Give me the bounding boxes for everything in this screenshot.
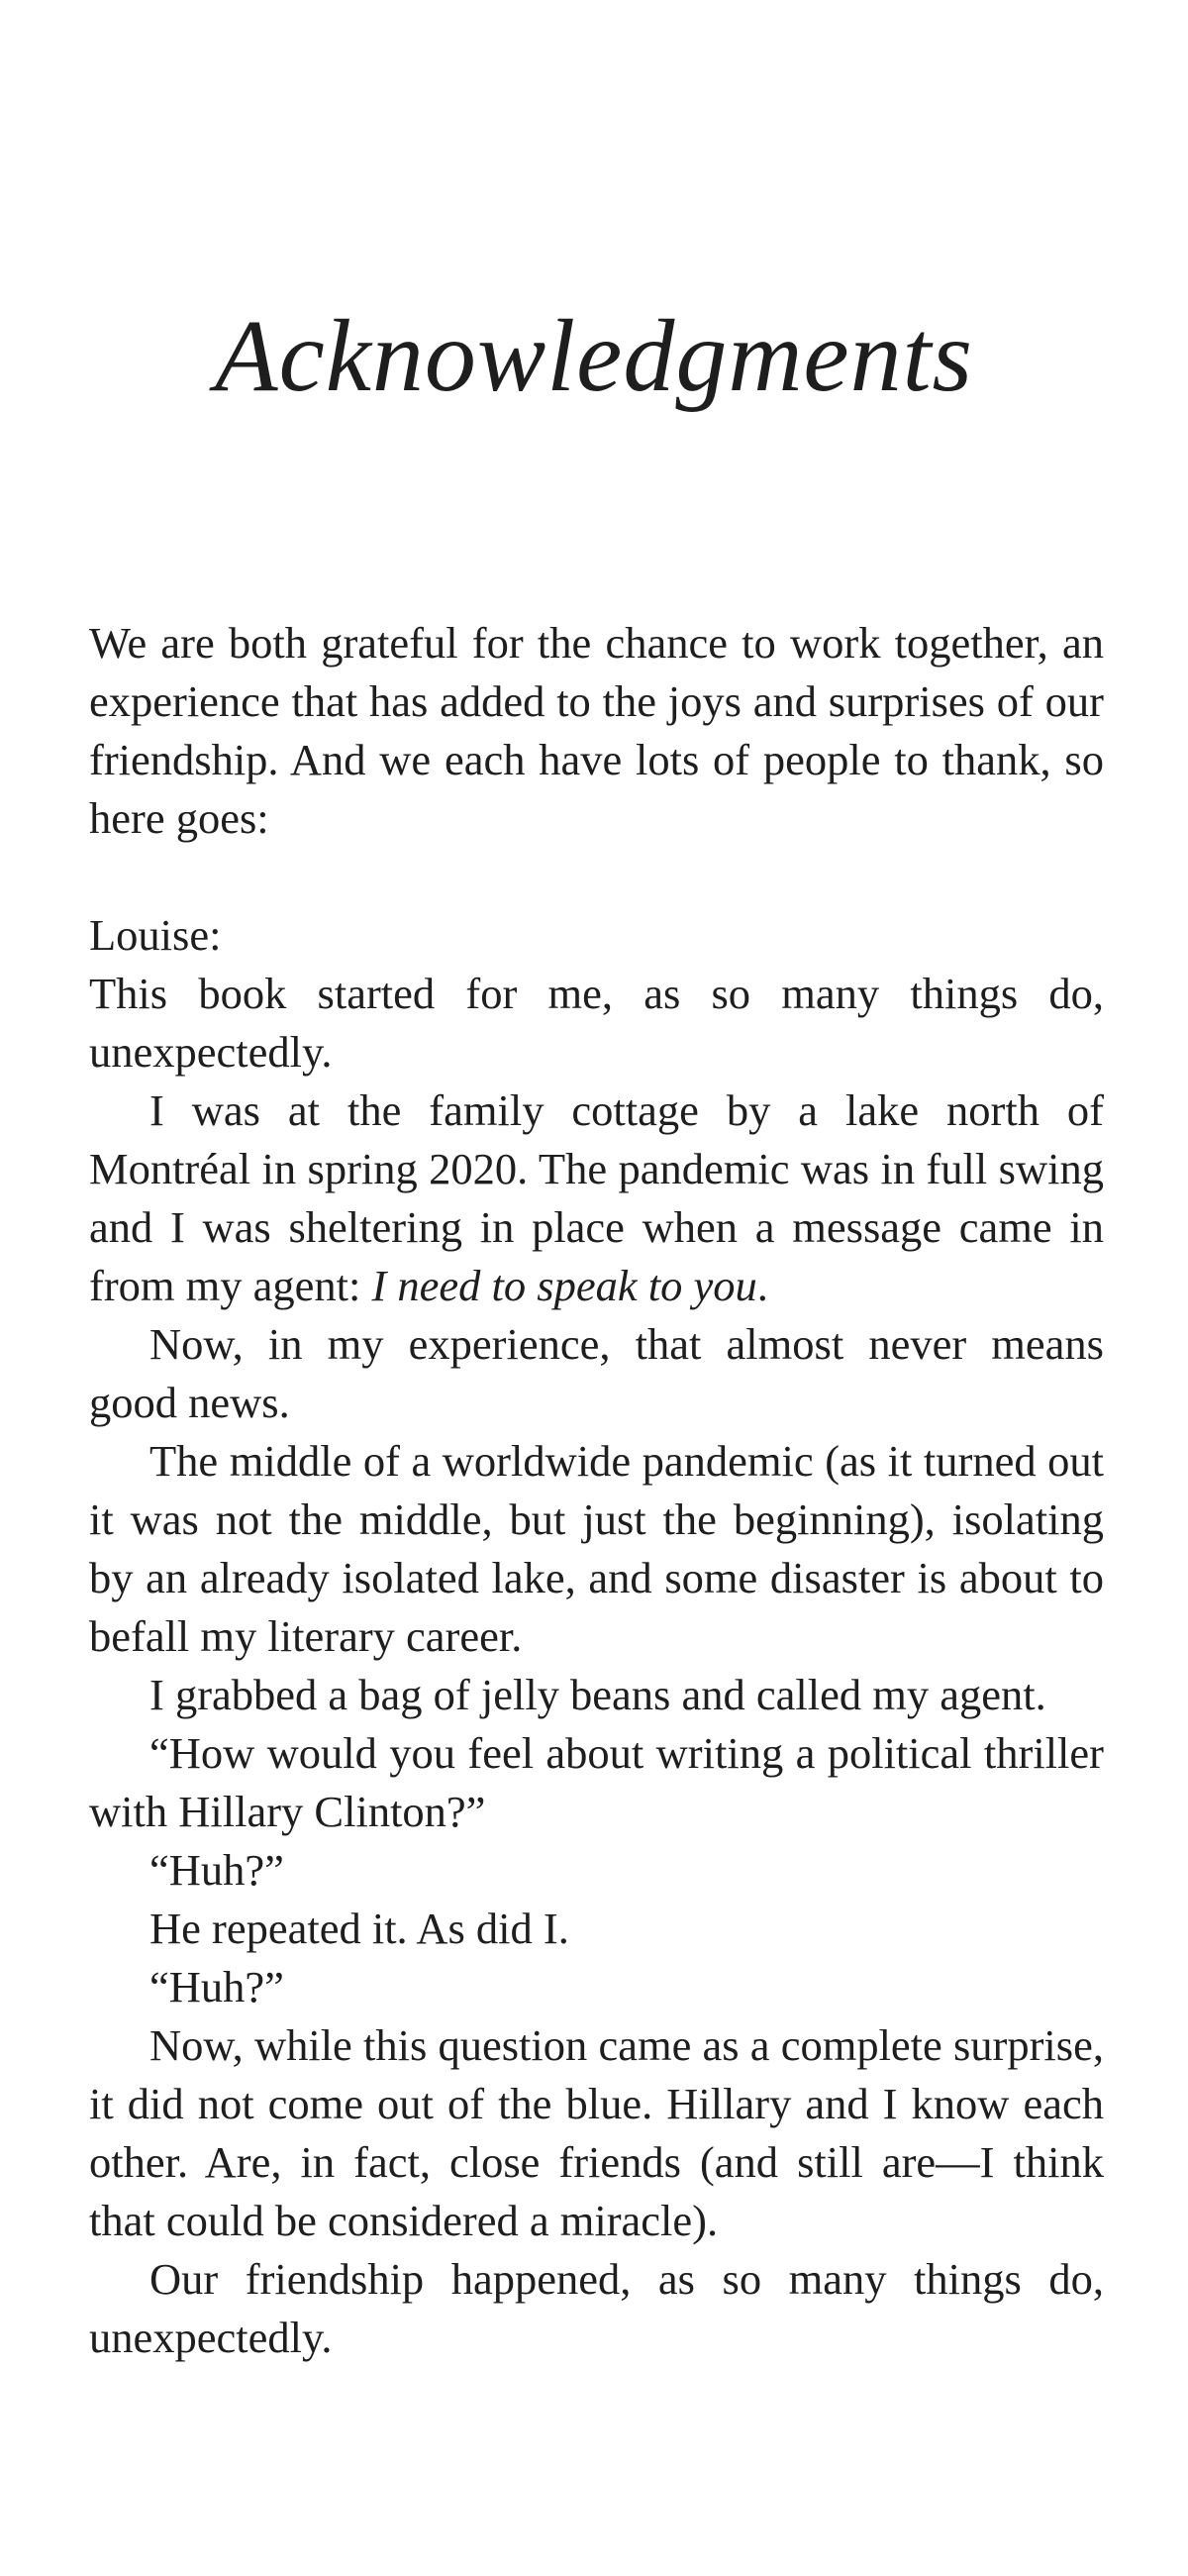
page-title: Acknowledgments	[215, 299, 973, 413]
intro-paragraph: We are both grateful for the chance to work together, an experience that has added to the joys and surprises of our friendship. And we each have lots of people to thank, so here goes:	[89, 618, 1104, 843]
paragraph-2	[89, 1082, 1104, 1315]
paragraph-4: The middle of a worldwide pandemic (as it turned out it was not the middle, but just the beginning), isolating by an already isolated lake, and some disaster is about to befall my literary career.	[89, 1436, 1104, 1661]
body-text	[89, 614, 1104, 2367]
paragraph-2-italic: I need to speak to you	[371, 1261, 757, 1310]
paragraph-8: He repeated it. As did I.	[149, 1904, 569, 1953]
paragraph-7: “Huh?”	[149, 1845, 284, 1895]
paragraph-2-text: I was at the family cottage by a lake north of Montréal in spring 2020. The pandemic was in full swing and I was sheltering in place when a message came in from my agent:	[89, 1085, 1104, 1310]
speaker-label: Louise:	[89, 910, 222, 960]
paragraph-3: Now, in my experience, that almost never means good news.	[89, 1319, 1104, 1427]
paragraph-10: Now, while this question came as a complete surprise, it did not come out of the blue. Hillary and I know each other. Are, in fact, close friends (and still are—I think that could be considered a miracle).	[89, 2020, 1104, 2245]
paragraph-6: “How would you feel about writing a political thriller with Hillary Clinton?”	[89, 1728, 1104, 1836]
paragraph-2-end: .	[756, 1261, 768, 1310]
paragraph-11: Our friendship happened, as so many things do, unexpectedly.	[89, 2254, 1104, 2362]
paragraph-1: This book started for me, as so many things do, unexpectedly.	[89, 969, 1104, 1077]
paragraph-9: “Huh?”	[149, 1962, 284, 2011]
paragraph-5: I grabbed a bag of jelly beans and called my agent.	[149, 1670, 1046, 1719]
